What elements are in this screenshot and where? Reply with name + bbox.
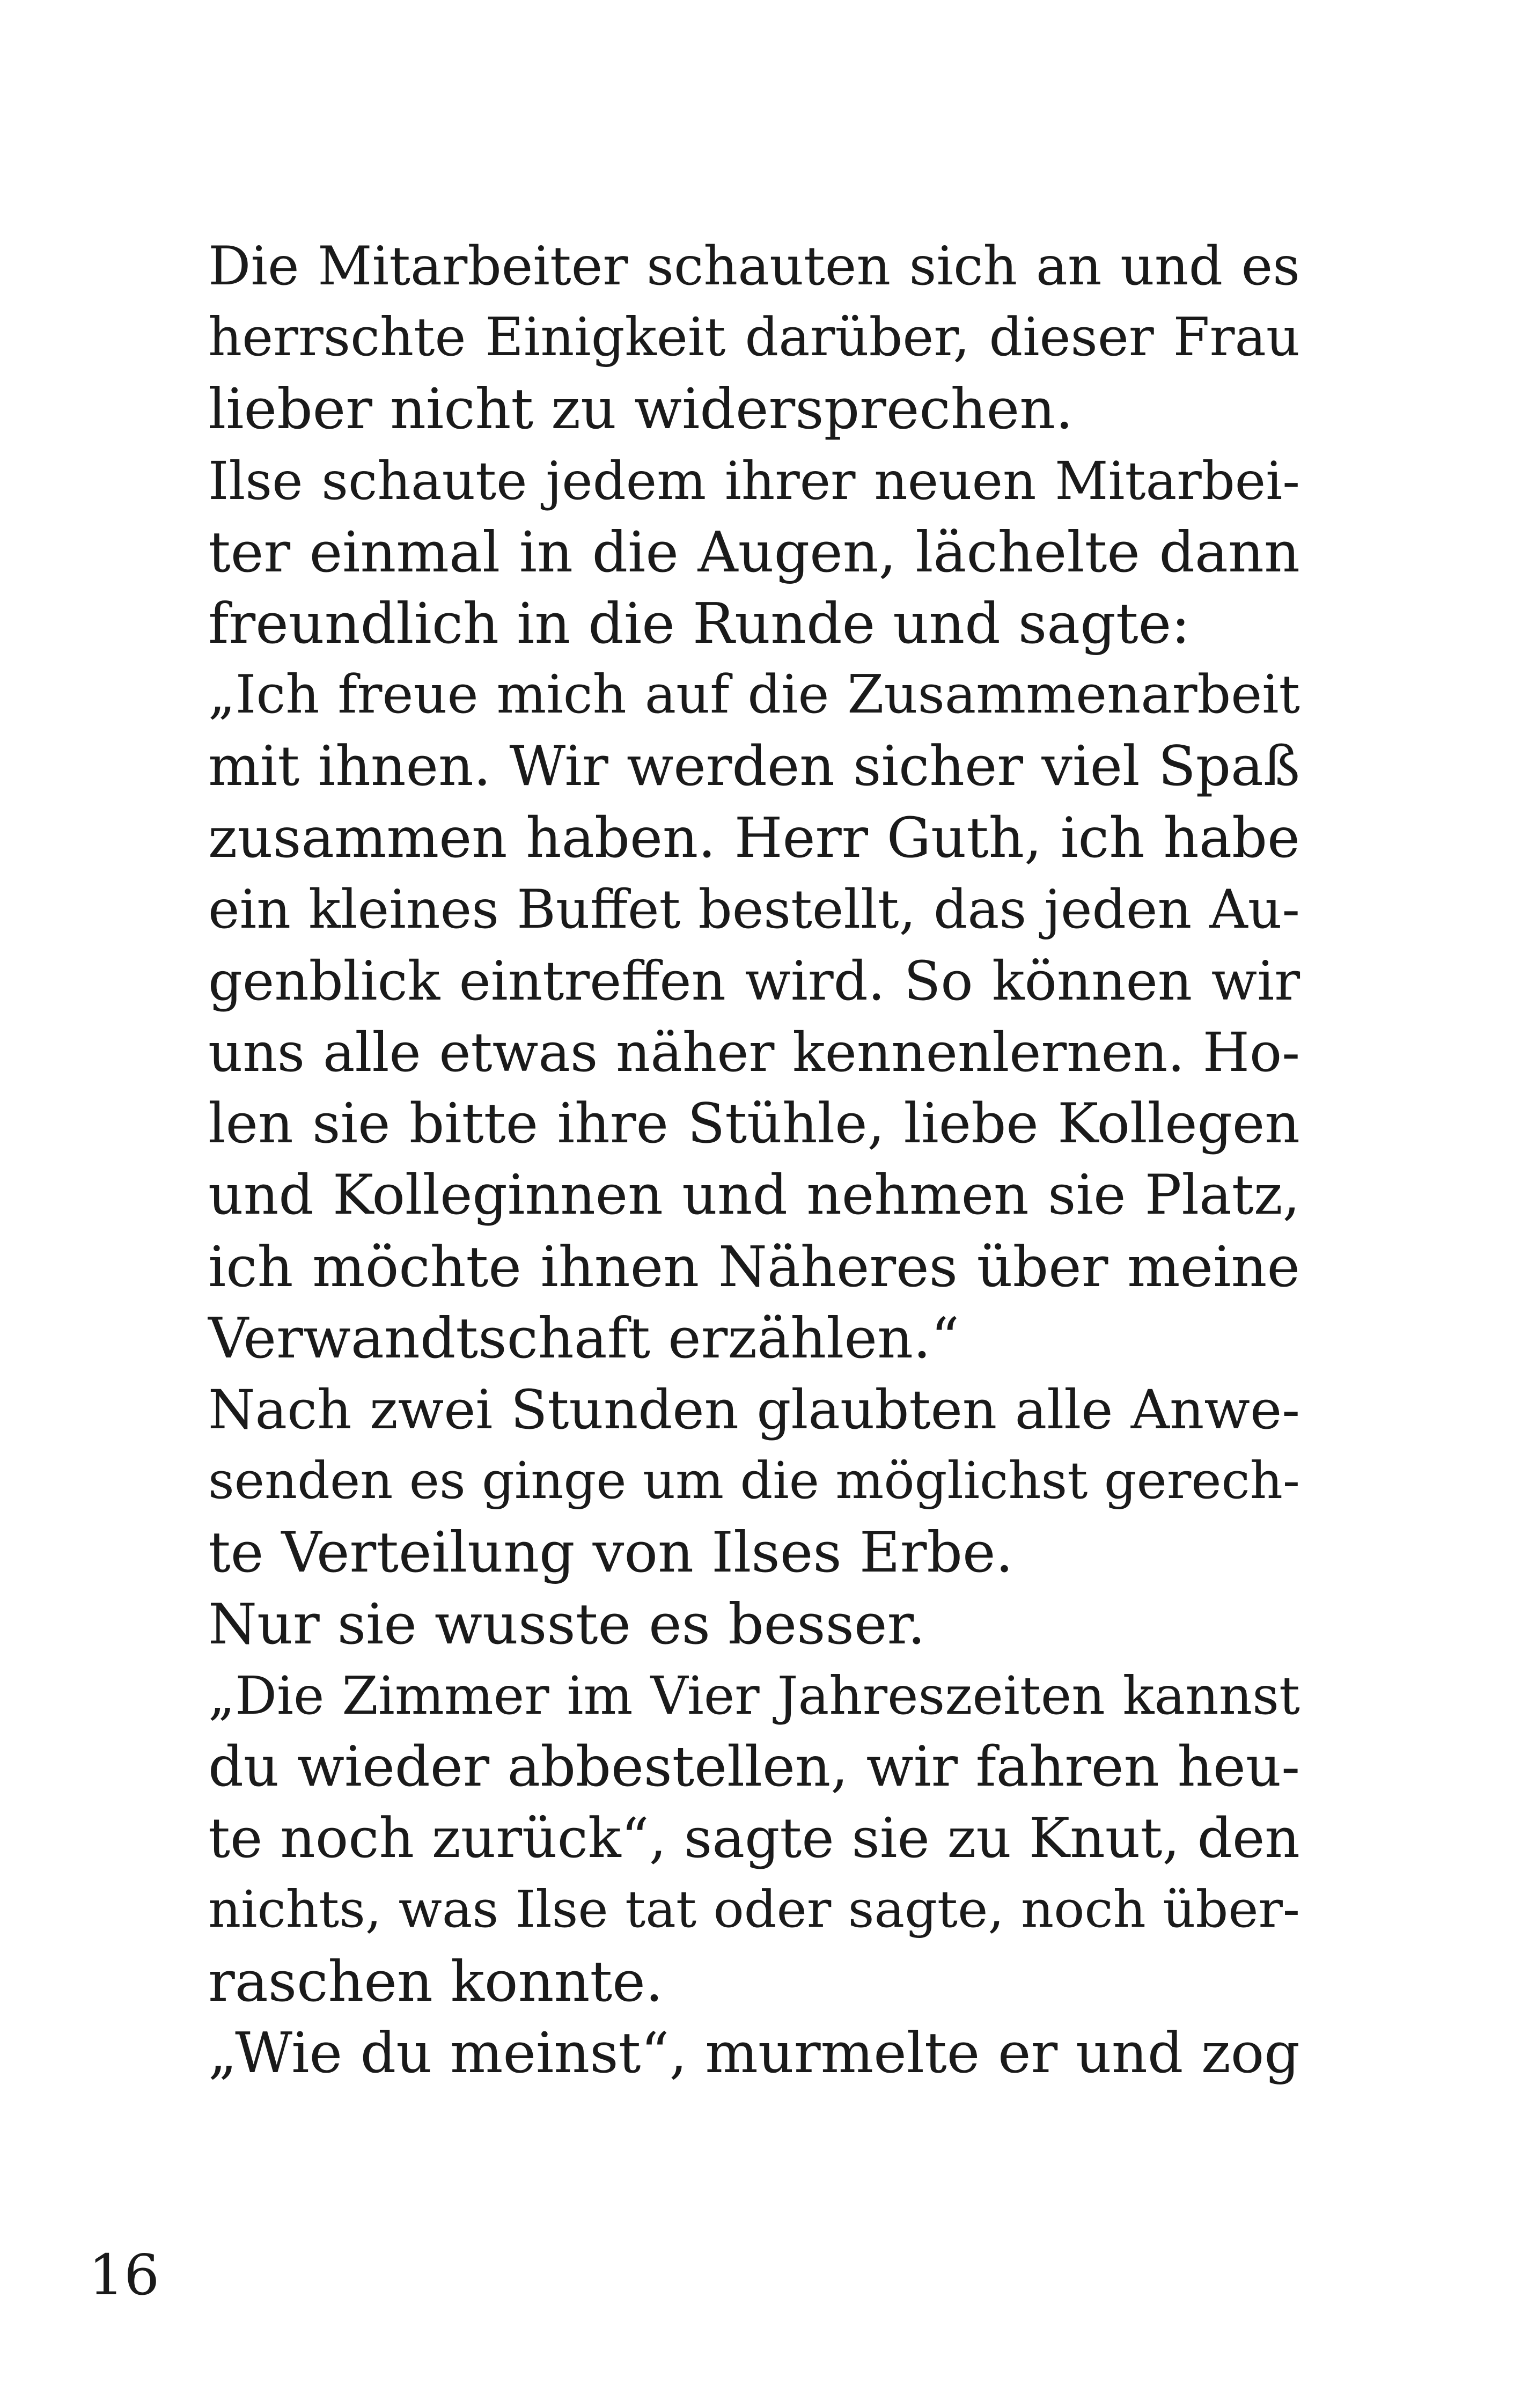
text-line: „Ich freue mich auf die Zusammenarbeit (208, 664, 1300, 726)
text-line: du wieder abbestellen, wir fahren heu- (208, 1734, 1300, 1799)
text-line: ich möchte ihnen Näheres über meine (208, 1234, 1300, 1300)
text-line: „Die Zimmer im Vier Jahreszeiten kannst (208, 1665, 1300, 1726)
text-line: nichts, was Ilse tat oder sagte, noch über- (208, 1880, 1300, 1940)
text-line: te Verteilung von Ilses Erbe. (208, 1519, 1013, 1585)
text-line: und Kolleginnen und nehmen sie Platz, (208, 1163, 1300, 1228)
text-line: herrschte Einigkeit darüber, dieser Frau (208, 307, 1300, 369)
text-line: „Wie du meinst“, murmelte er und zog (208, 2020, 1300, 2086)
text-line: freundlich in die Runde und sagte: (208, 590, 1191, 656)
text-line: ter einmal in die Augen, lächelte dann (208, 519, 1300, 585)
text-line: len sie bitte ihre Stühle, liebe Kollegen (208, 1092, 1300, 1156)
text-line: ein kleines Buffet bestellt, das jeden Au- (208, 878, 1300, 941)
text-line: Die Mitarbeiter schauten sich an und es (208, 236, 1300, 297)
text-line: Ilse schaute jedem ihrer neuen Mitarbei- (208, 450, 1300, 511)
text-line: zusammen haben. Herr Guth, ich habe (208, 805, 1300, 870)
text-line: Nur sie wusste es besser. (208, 1591, 925, 1657)
body-text (208, 231, 1300, 2089)
text-line: genblick eintreffen wird. So können wir (208, 949, 1300, 1012)
page-number: 16 (89, 2242, 160, 2308)
text-line: lieber nicht zu widersprechen. (208, 376, 1074, 442)
text-line: Verwandtschaft erzählen.“ (208, 1305, 960, 1371)
text-line: senden es ginge um die möglichst gerech- (208, 1451, 1300, 1511)
text-line: te noch zurück“, sagte sie zu Knut, den (208, 1807, 1300, 1871)
text-line: raschen konnte. (208, 1948, 663, 2014)
text-line: Nach zwei Stunden glaubten alle Anwe- (208, 1378, 1300, 1441)
text-line: mit ihnen. Wir werden sicher viel Spaß (208, 735, 1300, 799)
text-line: uns alle etwas näher kennenlernen. Ho- (208, 1021, 1300, 1084)
